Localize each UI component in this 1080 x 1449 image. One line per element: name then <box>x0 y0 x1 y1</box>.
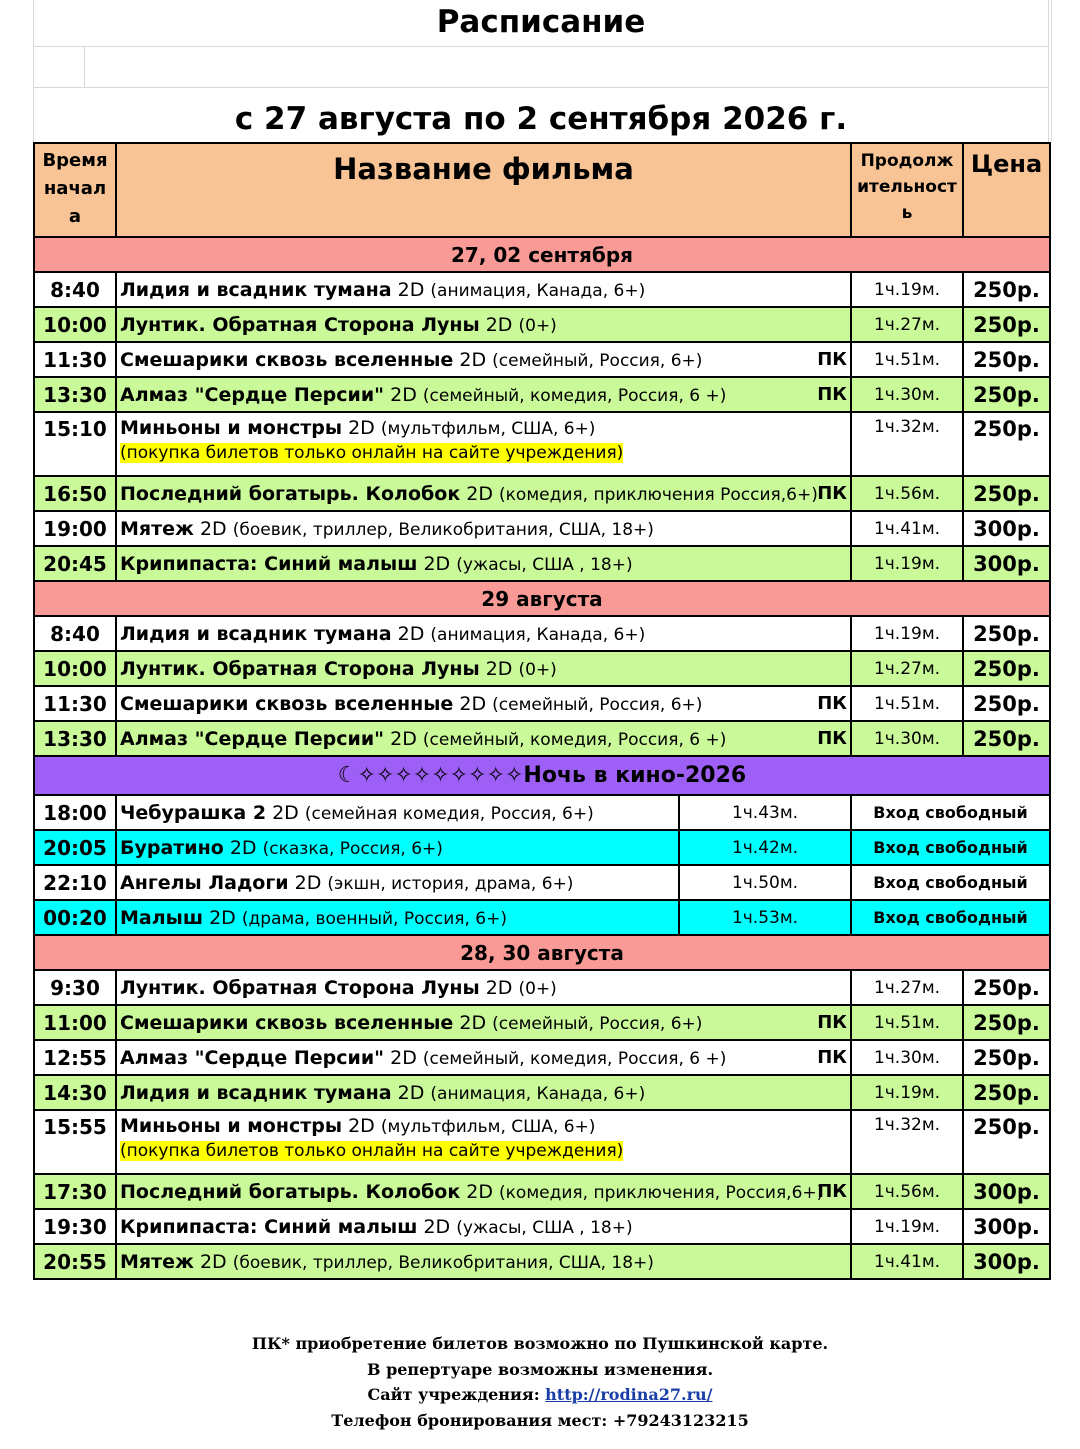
film-format: 2D <box>199 517 227 540</box>
duration: 1ч.19м. <box>851 272 963 307</box>
film-format: 2D <box>459 348 487 371</box>
film-cell <box>116 1244 851 1279</box>
showtime: 12:55 <box>34 1040 116 1075</box>
free-entry: Вход свободный <box>851 795 1050 830</box>
site-line <box>0 1382 1080 1408</box>
pushkin-card-badge: ПК <box>817 348 847 370</box>
film-info: (ужасы, США , 18+) <box>456 1217 633 1238</box>
film-info: (анимация, Канада, 6+) <box>430 280 646 301</box>
schedule-row <box>34 970 1050 1005</box>
film-cell <box>116 412 851 476</box>
free-entry: Вход свободный <box>851 900 1050 935</box>
film-title: Крипипаста: Синий малыш <box>120 552 418 575</box>
film-info: (семейная комедия, Россия, 6+) <box>304 803 594 824</box>
film-format: 2D <box>466 1180 493 1203</box>
film-cell <box>116 900 679 935</box>
film-title: Миньоны и монстры <box>120 417 343 439</box>
film-cell <box>116 377 851 412</box>
film-format: 2D <box>199 1250 227 1273</box>
pushkin-card-badge: ПК <box>817 383 847 405</box>
film-info: (комедия, приключения, Россия,6+) <box>499 1182 824 1203</box>
showtime: 15:55 <box>34 1110 116 1174</box>
price: 250р. <box>963 970 1050 1005</box>
showtime: 20:45 <box>34 546 116 581</box>
film-title: Мятеж <box>120 517 194 540</box>
price: 250р. <box>963 377 1050 412</box>
price: 300р. <box>963 1209 1050 1244</box>
film-format: 2D <box>209 906 236 929</box>
showtime: 22:10 <box>34 865 116 900</box>
column-time-header: Время начала <box>34 143 116 237</box>
showtime: 19:30 <box>34 1209 116 1244</box>
showtime: 17:30 <box>34 1174 116 1209</box>
duration: 1ч.19м. <box>851 1075 963 1110</box>
pushkin-card-badge: ПК <box>817 482 847 504</box>
duration: 1ч.19м. <box>851 1209 963 1244</box>
film-info: (семейный, Россия, 6+) <box>492 1013 703 1034</box>
free-entry: Вход свободный <box>851 830 1050 865</box>
duration: 1ч.56м. <box>851 476 963 511</box>
schedule-row <box>34 795 1050 830</box>
film-cell <box>116 1209 851 1244</box>
showtime: 20:55 <box>34 1244 116 1279</box>
duration: 1ч.30м. <box>851 1040 963 1075</box>
schedule-row <box>34 721 1050 756</box>
film-cell <box>116 342 851 377</box>
film-info: (драма, военный, Россия, 6+) <box>241 908 507 929</box>
film-title: Крипипаста: Синий малыш <box>120 1215 418 1238</box>
film-title: Смешарики сквозь вселенные <box>120 348 454 371</box>
film-cell <box>116 546 851 581</box>
duration: 1ч.30м. <box>851 377 963 412</box>
price: 250р. <box>963 1040 1050 1075</box>
film-info: (мультфильм, США, 6+) <box>380 419 596 439</box>
section-label: ☾✧✧✧✧✧✧✧✧✧Ночь в кино-2026 <box>34 756 1050 795</box>
film-title: Алмаз "Сердце Персии" <box>120 1046 385 1069</box>
film-title: Лунтик. Обратная Сторона Луны <box>120 976 480 999</box>
film-info: (0+) <box>518 978 557 999</box>
film-cell <box>116 830 679 865</box>
site-link[interactable]: http://rodina27.ru/ <box>545 1385 713 1404</box>
film-cell <box>116 272 851 307</box>
online-only-note: (покупка билетов только онлайн на сайте учреждения) <box>120 1141 624 1161</box>
schedule-row <box>34 511 1050 546</box>
schedule-row <box>34 1244 1050 1279</box>
film-info: (семейный, комедия, Россия, 6 +) <box>422 729 727 750</box>
schedule-row <box>34 272 1050 307</box>
film-format: 2D <box>390 1046 417 1069</box>
film-info: (семейный, Россия, 6+) <box>492 350 703 371</box>
film-title: Смешарики сквозь вселенные <box>120 692 454 715</box>
film-format: 2D <box>397 1081 425 1104</box>
schedule-row <box>34 412 1050 476</box>
duration: 1ч.53м. <box>679 900 851 935</box>
showtime: 20:05 <box>34 830 116 865</box>
showtime: 14:30 <box>34 1075 116 1110</box>
pk-note: ПК* приобретение билетов возможно по Пушкинской карте. <box>251 1334 829 1353</box>
film-cell <box>116 970 851 1005</box>
film-info: (анимация, Канада, 6+) <box>430 624 646 645</box>
schedule-row <box>34 307 1050 342</box>
film-title: Миньоны и монстры <box>120 1115 343 1137</box>
film-title: Мятеж <box>120 1250 194 1273</box>
film-title: Буратино <box>120 836 224 859</box>
duration: 1ч.51м. <box>851 1005 963 1040</box>
film-format: 2D <box>485 313 513 336</box>
showtime: 8:40 <box>34 272 116 307</box>
film-info: (ужасы, США , 18+) <box>456 554 633 575</box>
duration: 1ч.43м. <box>679 795 851 830</box>
price: 250р. <box>963 686 1050 721</box>
film-cell <box>116 865 679 900</box>
film-format: 2D <box>348 417 375 439</box>
schedule-row <box>34 1005 1050 1040</box>
price: 300р. <box>963 1174 1050 1209</box>
duration: 1ч.19м. <box>851 616 963 651</box>
film-info: (анимация, Канада, 6+) <box>430 1083 646 1104</box>
schedule-row <box>34 616 1050 651</box>
film-cell <box>116 1040 851 1075</box>
duration: 1ч.51м. <box>851 342 963 377</box>
film-format: 2D <box>294 871 322 894</box>
film-cell <box>116 616 851 651</box>
film-title: Алмаз "Сердце Персии" <box>120 727 385 750</box>
duration: 1ч.50м. <box>679 865 851 900</box>
film-format: 2D <box>459 1011 487 1034</box>
showtime: 11:30 <box>34 686 116 721</box>
date-section-header <box>34 935 1050 970</box>
schedule-row <box>34 476 1050 511</box>
schedule-table <box>33 142 1051 1280</box>
footer <box>0 1331 1080 1433</box>
film-format: 2D <box>423 552 451 575</box>
showtime: 10:00 <box>34 651 116 686</box>
duration: 1ч.19м. <box>851 546 963 581</box>
price: 250р. <box>963 651 1050 686</box>
schedule-sheet <box>33 0 1049 1280</box>
film-cell <box>116 476 851 511</box>
price: 250р. <box>963 342 1050 377</box>
film-info: (0+) <box>518 315 557 336</box>
showtime: 11:30 <box>34 342 116 377</box>
film-format: 2D <box>485 976 513 999</box>
film-title: Смешарики сквозь вселенные <box>120 1011 454 1034</box>
blank-row <box>33 47 1049 88</box>
film-cell <box>116 1075 851 1110</box>
price: 300р. <box>963 1244 1050 1279</box>
film-format: 2D <box>459 692 487 715</box>
pushkin-card-badge: ПК <box>817 727 847 749</box>
showtime: 13:30 <box>34 377 116 412</box>
schedule-row <box>34 1209 1050 1244</box>
film-cell <box>116 307 851 342</box>
price: 250р. <box>963 412 1050 476</box>
duration: 1ч.27м. <box>851 970 963 1005</box>
film-format: 2D <box>397 622 425 645</box>
duration: 1ч.41м. <box>851 1244 963 1279</box>
column-name-header: Название фильма <box>116 143 851 237</box>
price: 250р. <box>963 272 1050 307</box>
page-title: Расписание <box>33 0 1049 47</box>
film-cell <box>116 1174 851 1209</box>
pushkin-card-badge: ПК <box>817 692 847 714</box>
film-format: 2D <box>348 1115 375 1137</box>
showtime: 8:40 <box>34 616 116 651</box>
price: 250р. <box>963 1110 1050 1174</box>
showtime: 18:00 <box>34 795 116 830</box>
table-header <box>34 143 1050 237</box>
film-title: Малыш <box>120 906 204 929</box>
night-section-header <box>34 756 1050 795</box>
schedule-row <box>34 830 1050 865</box>
pushkin-card-badge: ПК <box>817 1180 847 1202</box>
film-format: 2D <box>485 657 513 680</box>
film-cell <box>116 1005 851 1040</box>
film-cell <box>116 721 851 756</box>
film-info: (боевик, триллер, Великобритания, США, 18+) <box>232 519 654 540</box>
showtime: 19:00 <box>34 511 116 546</box>
section-label: 27, 02 сентября <box>34 237 1050 272</box>
film-format: 2D <box>390 383 417 406</box>
film-title: Ангелы Ладоги <box>120 871 289 894</box>
film-format: 2D <box>397 278 425 301</box>
duration: 1ч.56м. <box>851 1174 963 1209</box>
duration: 1ч.30м. <box>851 721 963 756</box>
phone-line: Телефон бронирования мест: +79243123215 <box>331 1410 749 1430</box>
showtime: 15:10 <box>34 412 116 476</box>
duration: 1ч.27м. <box>851 651 963 686</box>
film-title: Лунтик. Обратная Сторона Луны <box>120 657 480 680</box>
site-label: Сайт учреждения: <box>367 1385 540 1404</box>
price: 250р. <box>963 1005 1050 1040</box>
pushkin-card-badge: ПК <box>817 1046 847 1068</box>
duration: 1ч.42м. <box>679 830 851 865</box>
schedule-row <box>34 1040 1050 1075</box>
price: 250р. <box>963 476 1050 511</box>
showtime: 11:00 <box>34 1005 116 1040</box>
schedule-row <box>34 342 1050 377</box>
price: 250р. <box>963 616 1050 651</box>
price: 300р. <box>963 546 1050 581</box>
duration: 1ч.27м. <box>851 307 963 342</box>
online-only-note: (покупка билетов только онлайн на сайте учреждения) <box>120 443 624 463</box>
film-format: 2D <box>390 727 417 750</box>
schedule-row <box>34 1174 1050 1209</box>
film-cell <box>116 686 851 721</box>
film-info: (боевик, триллер, Великобритания, США, 18+) <box>232 1252 654 1273</box>
film-cell <box>116 1110 851 1174</box>
duration: 1ч.32м. <box>851 1110 963 1174</box>
showtime: 9:30 <box>34 970 116 1005</box>
schedule-row <box>34 686 1050 721</box>
film-info: (0+) <box>518 659 557 680</box>
section-label: 29 августа <box>34 581 1050 616</box>
price: 250р. <box>963 307 1050 342</box>
film-title: Алмаз "Сердце Персии" <box>120 383 385 406</box>
film-title: Чебурашка 2 <box>120 801 267 824</box>
showtime: 13:30 <box>34 721 116 756</box>
schedule-row <box>34 865 1050 900</box>
date-section-header <box>34 237 1050 272</box>
film-title: Лидия и всадник тумана <box>120 278 392 301</box>
free-entry: Вход свободный <box>851 865 1050 900</box>
film-info: (комедия, приключения Россия,6+) <box>499 484 818 505</box>
film-info: (мультфильм, США, 6+) <box>380 1117 596 1137</box>
film-format: 2D <box>423 1215 451 1238</box>
film-info: (семейный, Россия, 6+) <box>492 694 703 715</box>
pushkin-card-badge: ПК <box>817 1011 847 1033</box>
film-cell <box>116 795 679 830</box>
column-duration-header: Продолжительность <box>851 143 963 237</box>
showtime: 16:50 <box>34 476 116 511</box>
date-range: с 27 августа по 2 сентября 2026 г. <box>33 88 1049 142</box>
film-title: Лидия и всадник тумана <box>120 622 392 645</box>
film-cell <box>116 511 851 546</box>
schedule-row <box>34 377 1050 412</box>
film-info: (семейный, комедия, Россия, 6 +) <box>422 1048 727 1069</box>
showtime: 00:20 <box>34 900 116 935</box>
film-info: (сказка, Россия, 6+) <box>262 838 443 859</box>
film-format: 2D <box>466 482 493 505</box>
schedule-row <box>34 546 1050 581</box>
duration: 1ч.51м. <box>851 686 963 721</box>
price: 250р. <box>963 1075 1050 1110</box>
film-info: (семейный, комедия, Россия, 6 +) <box>422 385 727 406</box>
duration: 1ч.41м. <box>851 511 963 546</box>
column-price-header: Цена <box>963 143 1050 237</box>
price: 250р. <box>963 721 1050 756</box>
film-cell <box>116 651 851 686</box>
schedule-row <box>34 900 1050 935</box>
schedule-row <box>34 1075 1050 1110</box>
film-title: Лунтик. Обратная Сторона Луны <box>120 313 480 336</box>
schedule-row <box>34 1110 1050 1174</box>
film-format: 2D <box>272 801 299 824</box>
film-title: Последний богатырь. Колобок <box>120 482 461 505</box>
section-label: 28, 30 августа <box>34 935 1050 970</box>
duration: 1ч.32м. <box>851 412 963 476</box>
date-section-header <box>34 581 1050 616</box>
price: 300р. <box>963 511 1050 546</box>
film-format: 2D <box>229 836 257 859</box>
film-title: Лидия и всадник тумана <box>120 1081 392 1104</box>
film-info: (экшн, история, драма, 6+) <box>327 873 574 894</box>
showtime: 10:00 <box>34 307 116 342</box>
changes-note: В репертуаре возможны изменения. <box>366 1359 714 1379</box>
film-title: Последний богатырь. Колобок <box>120 1180 461 1203</box>
schedule-row <box>34 651 1050 686</box>
